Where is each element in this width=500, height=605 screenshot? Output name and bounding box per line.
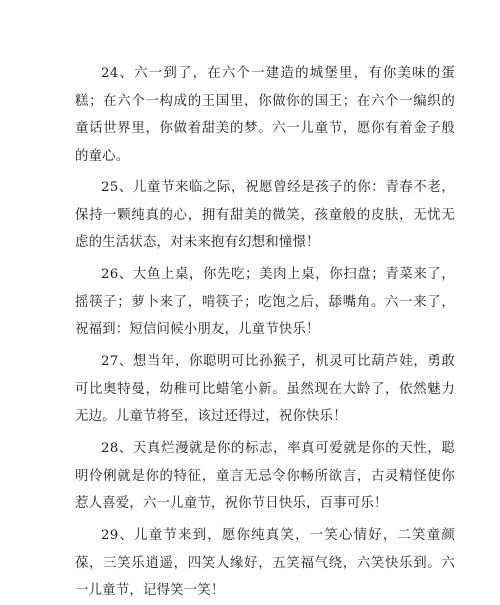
paragraph-24: 24、六一到了，在六个一建造的城堡里，有你美味的蛋糕；在六个一构成的王国里，你做你的国王；在六个一编织的童话世界里，你做着甜美的梦。六一儿童节，愿你有着金子般的童心。 xyxy=(75,66,455,164)
paragraph-29: 29、儿童节来到，愿你纯真笑，一笑心情好，二笑童颜葆，三笑乐逍遥，四笑人缘好，五笑福气绕，六笑快乐到。六一儿童节，记得笑一笑！ xyxy=(75,528,455,598)
paragraph-27: 27、想当年，你聪明可比孙猴子，机灵可比葫芦娃，勇敢可比奥特曼，幼稚可比蜡笔小新。虽然现在大龄了，依然魅力无边。儿童节将至，该过还得过，祝你快乐！ xyxy=(75,354,455,424)
paragraph-26: 26、大鱼上桌，你先吃；美肉上桌，你扫盘；青菜来了，摇筷子；萝卜来了，啃筷子；吃饱之后，舔嘴角。六一来了，祝福到：短信问候小朋友，儿童节快乐！ xyxy=(75,267,455,337)
paragraph-25: 25、儿童节来临之际，祝愿曾经是孩子的你：青春不老，保持一颗纯真的心，拥有甜美的微笑，孩童般的皮肤，无忧无虑的生活状态，对未来抱有幻想和憧憬！ xyxy=(75,180,455,250)
paragraph-28: 28、天真烂漫就是你的标志，率真可爱就是你的天性，聪明伶俐就是你的特征，童言无忌令你畅所欲言，古灵精怪使你惹人喜爱，六一儿童节，祝你节日快乐，百事可乐！ xyxy=(75,441,455,511)
